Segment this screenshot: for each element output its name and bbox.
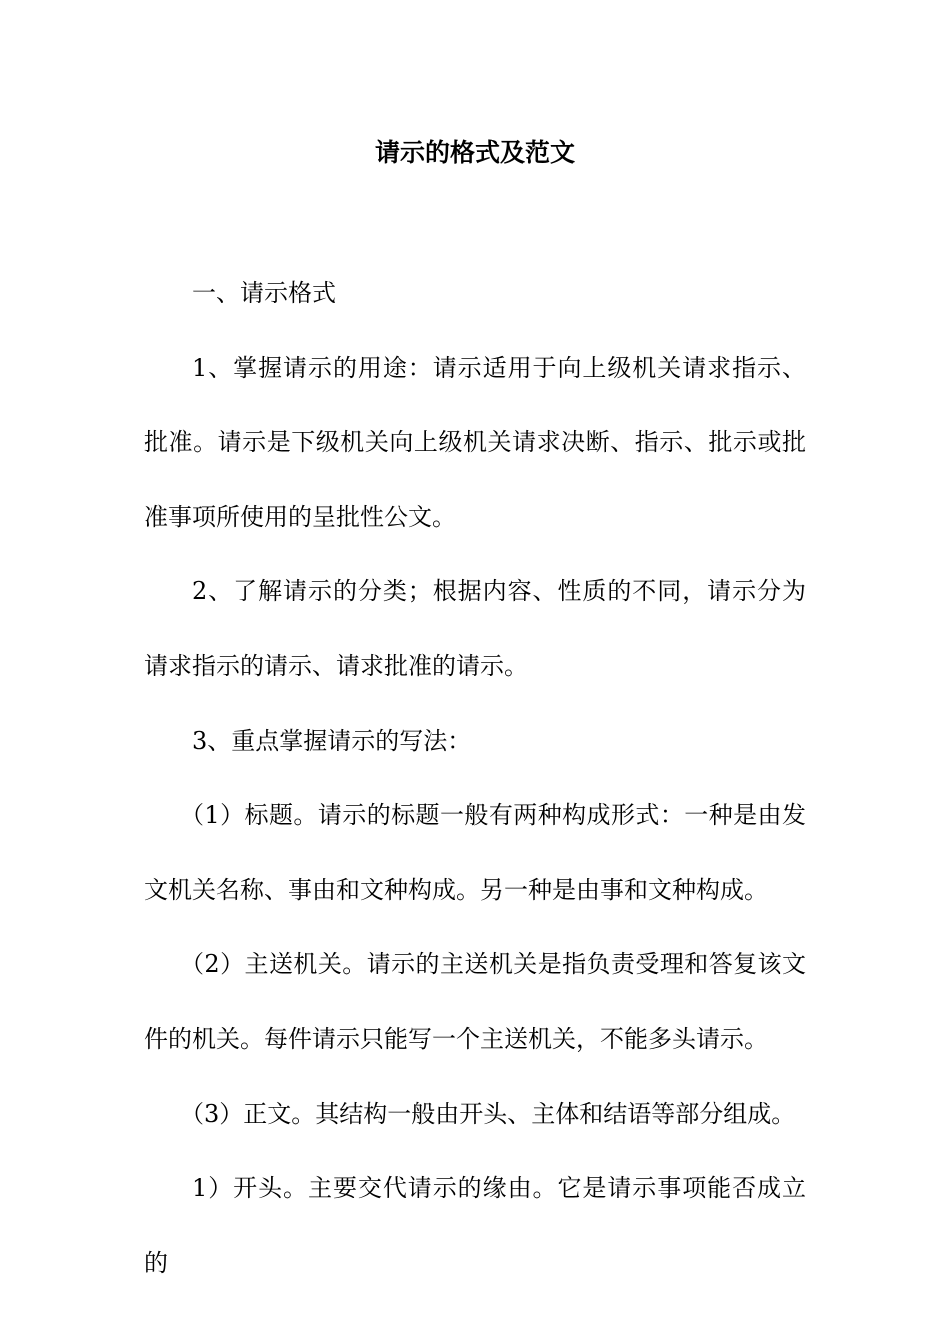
document-body [144,256,806,1300]
paragraph-writing-method: 3、重点掌握请示的写法： [192,726,472,755]
paragraph-body-rule: （3）正文。其结构一般由开头、主体和结语等部分组成。 [180,1099,796,1128]
paragraph-title-rule: （1）标题。请示的标题一般有两种构成形式：一种是由发文机关名称、事由和文种构成。另一种是由事和文种构成。 [144,801,806,904]
paragraph-recipient-rule: （2）主送机关。请示的主送机关是指负责受理和答复该文件的机关。每件请示只能写一个主送机关，不能多头请示。 [144,950,806,1053]
section-heading: 一、请示格式 [192,279,336,307]
paragraph-opening-rule: 1）开头。主要交代请示的缘由。它是请示事项能否成立的 [144,1174,806,1277]
paragraph-purpose: 1、掌握请示的用途：请示适用于向上级机关请求指示、批准。请示是下级机关向上级机关请求决断、指示、批示或批准事项所使用的呈批性公文。 [144,353,806,531]
paragraph-classification: 2、了解请示的分类；根据内容、性质的不同，请示分为请求指示的请示、请求批准的请示。 [144,577,806,680]
document-title: 请示的格式及范文 [374,138,575,167]
